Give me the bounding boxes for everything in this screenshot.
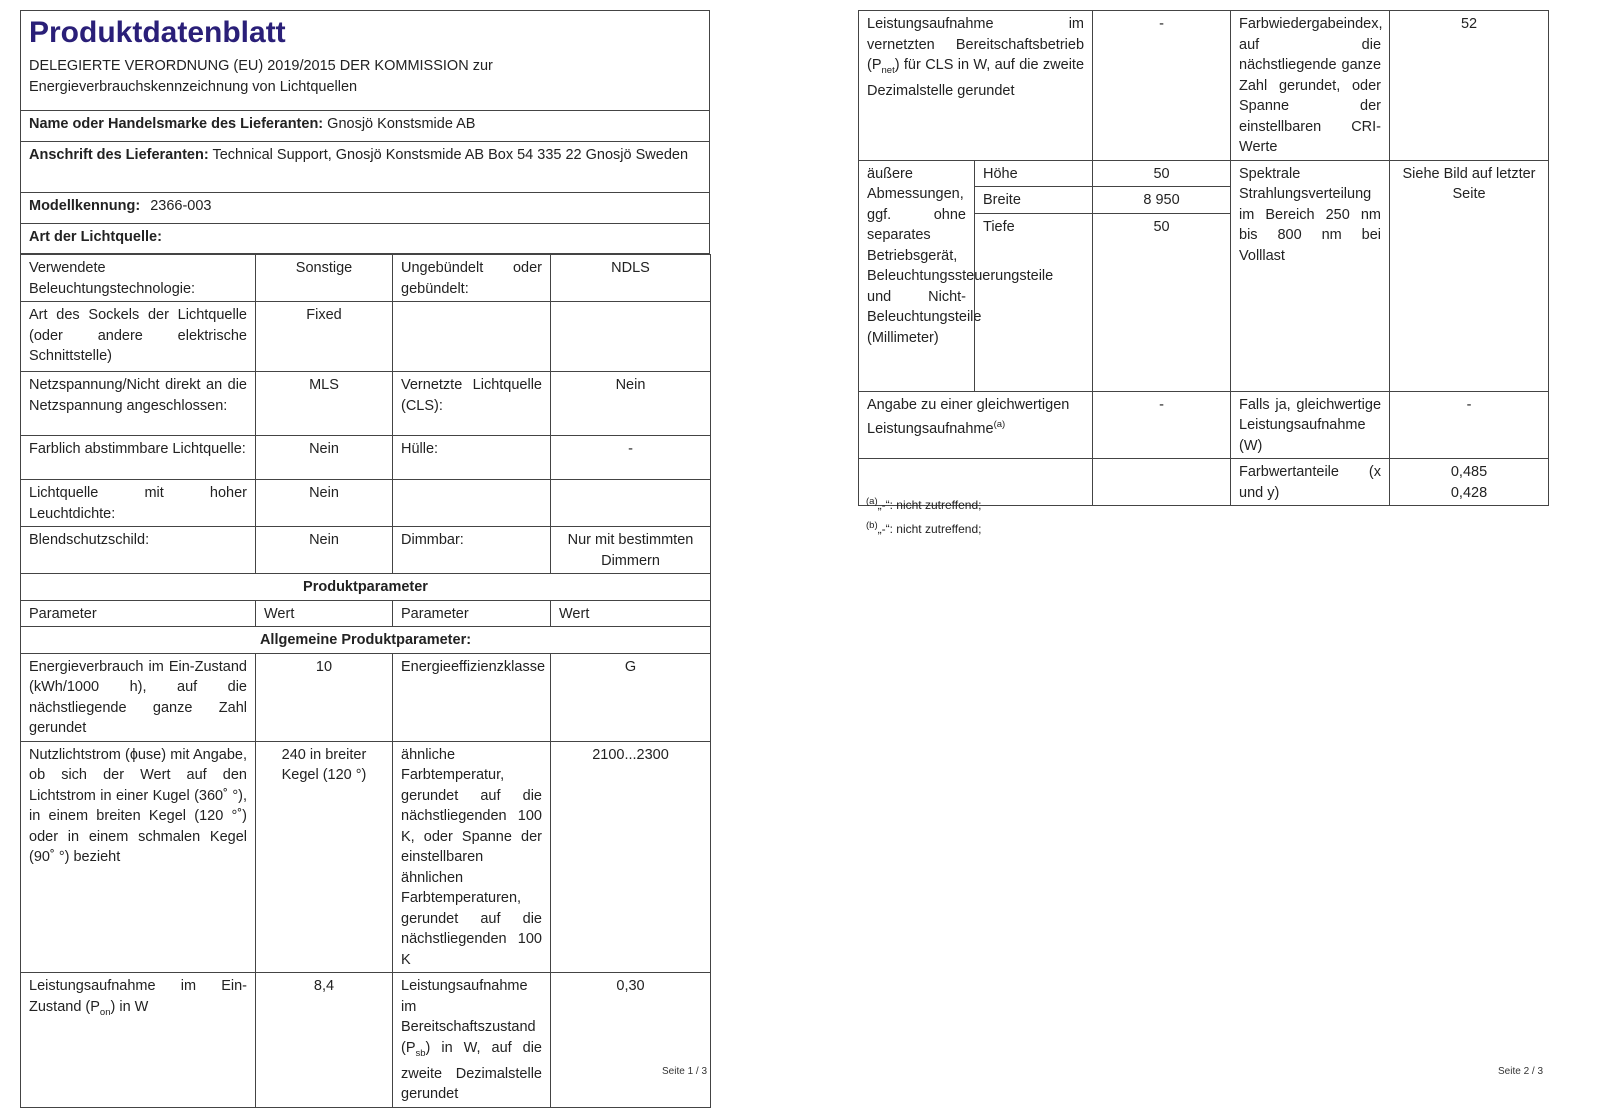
general-params-heading: Allgemeine Produktparameter: <box>21 627 711 654</box>
cell-label: Farblich abstimmbare Lichtquelle: <box>21 436 256 480</box>
table-row <box>21 436 711 480</box>
address-value: Technical Support, Gnosjö Konstsmide AB Box 54 335 22 Gnosjö Sweden <box>212 147 689 163</box>
psb-label-post: ) in W, auf die zweite Dezimalstelle gerundet <box>401 1039 542 1103</box>
psb-label-pre: Leistungsaufnahme im Bereitschaftszustand (P <box>401 978 536 1056</box>
cell-label: Falls ja, gleichwertige Leistungsaufnahme (W) <box>1231 391 1390 459</box>
cell-label <box>393 480 551 527</box>
model-value: 2366-003 <box>150 198 212 214</box>
table-row <box>859 11 1549 161</box>
cell-label: Netzspannung/Nicht direkt an die Netzspannung angeschlossen: <box>21 372 256 436</box>
cell-value: 10 <box>256 653 393 741</box>
cell-label: Nutzlichtstrom (ɸuse) mit Angabe, ob sich der Wert auf den Lichtstrom in einer Kugel (360˚ °), in einem breiten Kegel (120 °˚) oder in einem schmalen Kegel (90˚ °) bezieht <box>21 741 256 973</box>
cell-label <box>859 391 1093 459</box>
footnote-a-text: „-“: nicht zutreffend; <box>877 498 982 512</box>
cell-value: 8,4 <box>256 973 393 1108</box>
type-row <box>21 224 709 251</box>
table-row <box>21 255 711 302</box>
page-1 <box>0 0 800 1103</box>
supplier-value: Gnosjö Konstsmide AB <box>327 116 476 132</box>
chroma-y: 0,428 <box>1450 484 1488 501</box>
cell-value <box>551 480 711 527</box>
header-box <box>20 10 710 254</box>
cell-label <box>393 973 551 1108</box>
equiv-label: Angabe zu einer gleichwertigen Leistungsaufnahme <box>867 396 1070 437</box>
footnote-b-sup: (b) <box>866 520 878 531</box>
equiv-sup: (a) <box>993 419 1006 430</box>
chroma-x: 0,485 <box>1450 464 1488 480</box>
cell-value: 2100...2300 <box>551 741 711 973</box>
cell-label: Dimmbar: <box>393 527 551 574</box>
table-row <box>21 741 711 973</box>
dim-value: 50 <box>1093 213 1231 391</box>
section-heading-row <box>21 574 711 601</box>
cell-label <box>393 302 551 372</box>
cell-value: Nein <box>551 372 711 436</box>
cell-label: Farbwertanteile (x und y) <box>1231 459 1390 506</box>
col-header-value: Wert <box>256 600 393 627</box>
cell-value: 240 in breiter Kegel (120 °) <box>256 741 393 973</box>
col-header-parameter: Parameter <box>393 600 551 627</box>
model-row <box>21 193 709 224</box>
dimensions-label: äußere Abmessungen, ggf. ohne separates Betriebsgerät, Beleuchtungssteuerungsteile und Nicht-Beleuchtungsteile (Millimeter) <box>859 160 975 391</box>
address-label: Anschrift des Lieferanten: <box>29 147 209 163</box>
pon-label-pre: Leistungsaufnahme im Ein-Zustand (P <box>29 978 247 1015</box>
table-row <box>859 391 1549 459</box>
cell-value: Fixed <box>256 302 393 372</box>
cell-label: Ungebündelt oder gebündelt: <box>393 255 551 302</box>
section-heading-row <box>21 627 711 654</box>
footnote-a-sup: (a) <box>866 496 878 507</box>
table-row <box>21 527 711 574</box>
supplier-label: Name oder Handelsmarke des Lieferanten: <box>29 116 324 132</box>
page-number: Seite 2 / 3 <box>1498 1066 1544 1077</box>
cell-value <box>551 302 711 372</box>
empty-cell <box>1093 459 1231 506</box>
title-block <box>21 11 709 111</box>
table-row <box>21 480 711 527</box>
cell-value: MLS <box>256 372 393 436</box>
cell-value: NDLS <box>551 255 711 302</box>
product-params-heading: Produktparameter <box>21 574 711 601</box>
cell-label: Blendschutzschild: <box>21 527 256 574</box>
cell-label: Energieverbrauch im Ein-Zustand (kWh/1000 h), auf die nächstliegende ganze Zahl gerundet <box>21 653 256 741</box>
dim-label: Höhe <box>975 160 1093 187</box>
column-header-row <box>21 600 711 627</box>
footnote-a <box>866 490 981 517</box>
cell-label: Vernetzte Lichtquelle (CLS): <box>393 372 551 436</box>
regulation-line-1: DELEGIERTE VERORDNUNG (EU) 2019/2015 DER KOMMISSION zur <box>29 58 493 74</box>
cell-value: Nein <box>256 480 393 527</box>
cell-value: 0,30 <box>551 973 711 1108</box>
cell-label: Art des Sockels der Lichtquelle (oder andere elektrische Schnittstelle) <box>21 302 256 372</box>
table-row <box>21 653 711 741</box>
table-row <box>21 372 711 436</box>
cell-value: Nein <box>256 527 393 574</box>
cell-value: - <box>551 436 711 480</box>
cell-label: Verwendete Beleuchtungstechnologie: <box>21 255 256 302</box>
col-header-value: Wert <box>551 600 711 627</box>
cell-label: Lichtquelle mit hoher Leuchtdichte: <box>21 480 256 527</box>
dim-label: Tiefe <box>975 213 1093 391</box>
psb-sub: sb <box>415 1047 426 1059</box>
params-table-continued <box>858 10 1549 506</box>
page-title: Produktdatenblatt <box>29 16 286 49</box>
cell-label: ähnliche Farbtemperatur, gerundet auf die nächstliegenden 100 K, oder Spanne der einstellbaren ähnlichen Farbtemperaturen, gerundet auf die nächstliegenden 100 K <box>393 741 551 973</box>
cell-label: Energieeffizienzklasse <box>393 653 551 741</box>
cell-value: Nein <box>256 436 393 480</box>
pnet-sub: net <box>881 64 895 76</box>
regulation-line-2: Energieverbrauchskennzeichnung von Lichtquellen <box>29 78 358 95</box>
cell-value: - <box>1390 391 1549 459</box>
type-label: Art der Lichtquelle: <box>29 229 162 245</box>
pnet-label-post: ) für CLS in W, auf die zweite Dezimalstelle gerundet <box>867 57 1085 100</box>
cell-value: Sonstige <box>256 255 393 302</box>
model-label: Modellkennung: <box>29 198 141 214</box>
table-row <box>21 973 711 1108</box>
page-2 <box>800 0 1600 1103</box>
cell-label: Spektrale Strahlungsverteilung im Bereich 250 nm bis 800 nm bei Volllast <box>1231 160 1390 391</box>
cell-label: Hülle: <box>393 436 551 480</box>
cell-label <box>859 11 1093 161</box>
pon-sub: on <box>99 1006 111 1018</box>
dim-value: 8 950 <box>1093 187 1231 214</box>
cell-label <box>21 973 256 1108</box>
cell-label: Farbwiedergabeindex, auf die nächstliegende ganze Zahl gerundet, oder Spanne der einstellbaren CRI-Werte <box>1231 11 1390 161</box>
footnote-b <box>866 514 981 541</box>
pnet-label-pre: Leistungsaufnahme im vernetzten Bereitschaftsbetrieb (P <box>867 16 1085 73</box>
params-table <box>20 254 711 1108</box>
footnote-b-text: „-“: nicht zutreffend; <box>877 522 982 536</box>
dim-value: 50 <box>1093 160 1231 187</box>
table-row <box>859 160 1549 187</box>
cell-value: 52 <box>1390 11 1549 161</box>
address-row <box>21 142 709 193</box>
cell-value <box>1390 459 1549 506</box>
pon-label-post: ) in W <box>110 998 149 1015</box>
cell-value: - <box>1093 11 1231 161</box>
cell-value: Nur mit bestimmten Dimmern <box>551 527 711 574</box>
supplier-row <box>21 111 709 142</box>
dim-label: Breite <box>975 187 1093 214</box>
page-number: Seite 1 / 3 <box>662 1066 708 1077</box>
cell-value: Siehe Bild auf letzter Seite <box>1390 160 1549 391</box>
cell-value: - <box>1093 391 1231 459</box>
cell-value: G <box>551 653 711 741</box>
col-header-parameter: Parameter <box>21 600 256 627</box>
table-row <box>21 302 711 372</box>
